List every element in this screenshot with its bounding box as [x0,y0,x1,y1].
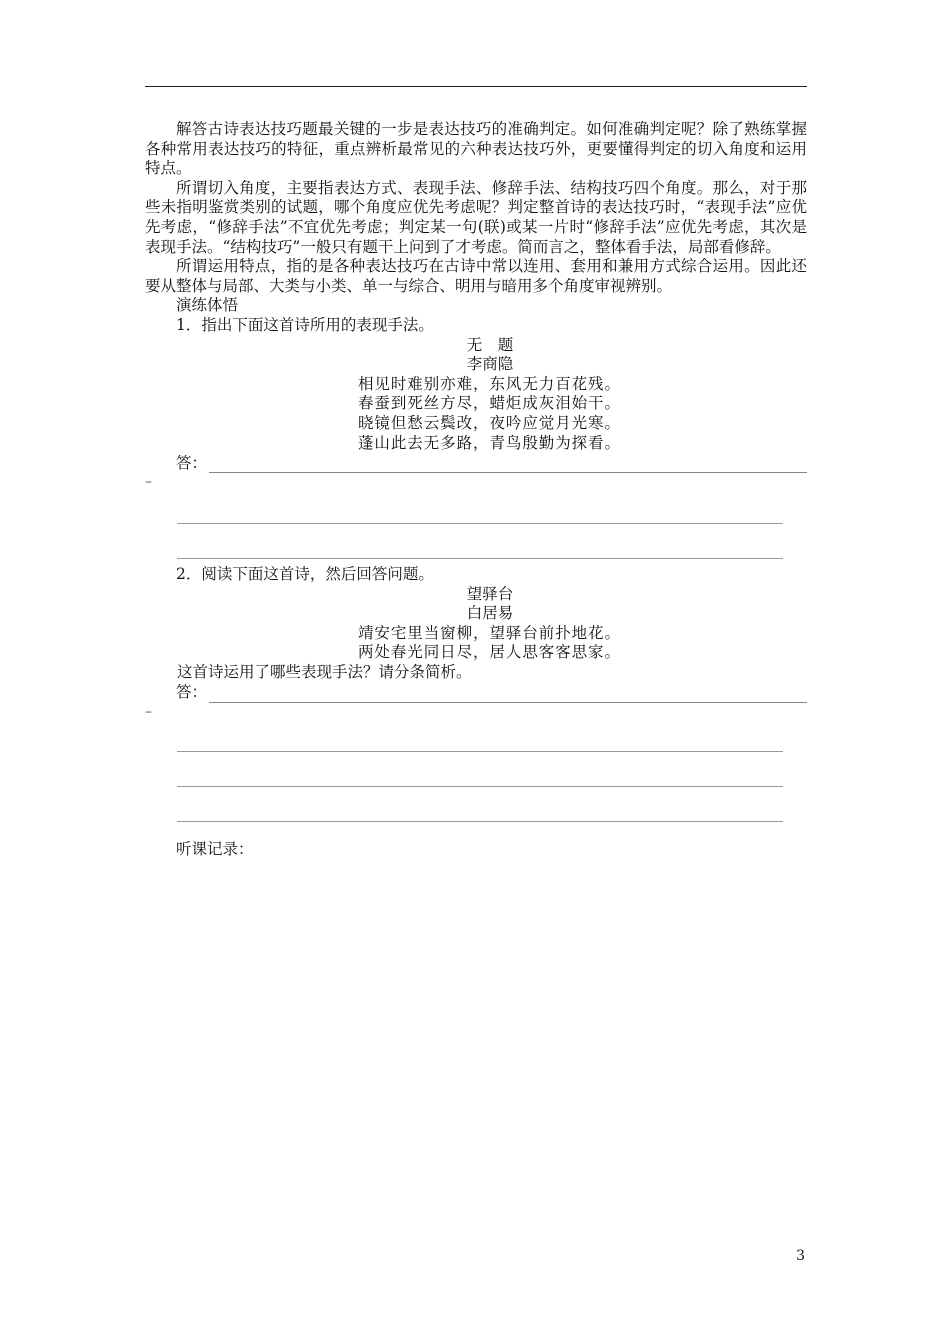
question-2-prompt: 2．阅读下面这首诗，然后回答问题。 [176,565,434,584]
question-1-prompt: 1．指出下面这首诗所用的表现手法。 [176,315,434,334]
poem-2-title: 望驿台 [466,584,514,603]
poem-2-line: 靖安宅里当窗柳，望驿台前扑地花。 [358,623,620,642]
poem-1-author: 李商隐 [466,355,514,374]
poem-1-line: 蓬山此去无多路，青鸟殷勤为探看。 [358,433,620,452]
page-number: 3 [796,1248,805,1264]
header-rule [145,86,807,87]
poem-1-line: 相见时难别亦难，东风无力百花残。 [358,374,620,393]
answer-rule [209,688,807,703]
page-content [145,120,807,859]
poem-1-line: 晓镜但愁云鬓改，夜吟应觉月光寒。 [358,413,620,432]
notes-label: 听课记录： [176,839,254,858]
poem-2-line: 两处春光同日尽，居人思客客思家。 [358,643,620,662]
dash-mark: – [145,474,152,491]
question-2-answer-line[interactable] [145,683,807,703]
poem-1-title: 无 题 [466,335,514,354]
poem-1-line: 春蚕到死丝方尽，蜡炬成灰泪始干。 [358,394,620,413]
answer-rule [209,458,807,473]
dash-mark: – [145,703,152,720]
intro-paragraph-3: 所谓运用特点，指的是各种表达技巧在古诗中常以连用、套用和兼用方式综合运用。因此还要从整体与局部、大类与小类、单一与综合、明用与暗用多个角度审视辨别。 [145,257,807,295]
section-title: 演练体悟 [176,296,239,315]
intro-paragraph-2: 所谓切入角度，主要指表达方式、表现手法、修辞手法、结构技巧四个角度。那么，对于那些未指明鉴赏类别的试题，哪个角度应优先考虑呢？判定整首诗的表达技巧时，“表现手法”应优先考虑，“修辞手法”不宜优先考虑；判定某一句(联)或某一片时“修辞手法”应优先考虑，其次是表现手法。“结构技巧”一般只有题干上问到了才考虑。简而言之，整体看手法，局部看修辞。 [145,178,807,256]
question-1-answer-line[interactable] [145,453,807,473]
intro-paragraph-1: 解答古诗表达技巧题最关键的一步是表达技巧的准确判定。如何准确判定呢？除了熟练掌握各种常用表达技巧的特征，重点辨析最常见的六种表达技巧外，更要懂得判定的切入角度和运用特点。 [145,120,807,178]
answer-label: 答： [176,683,208,702]
answer-label: 答： [176,453,208,472]
poem-2-author: 白居易 [466,604,514,623]
question-2-question: 这首诗运用了哪些表现手法？请分条简析。 [177,663,472,682]
